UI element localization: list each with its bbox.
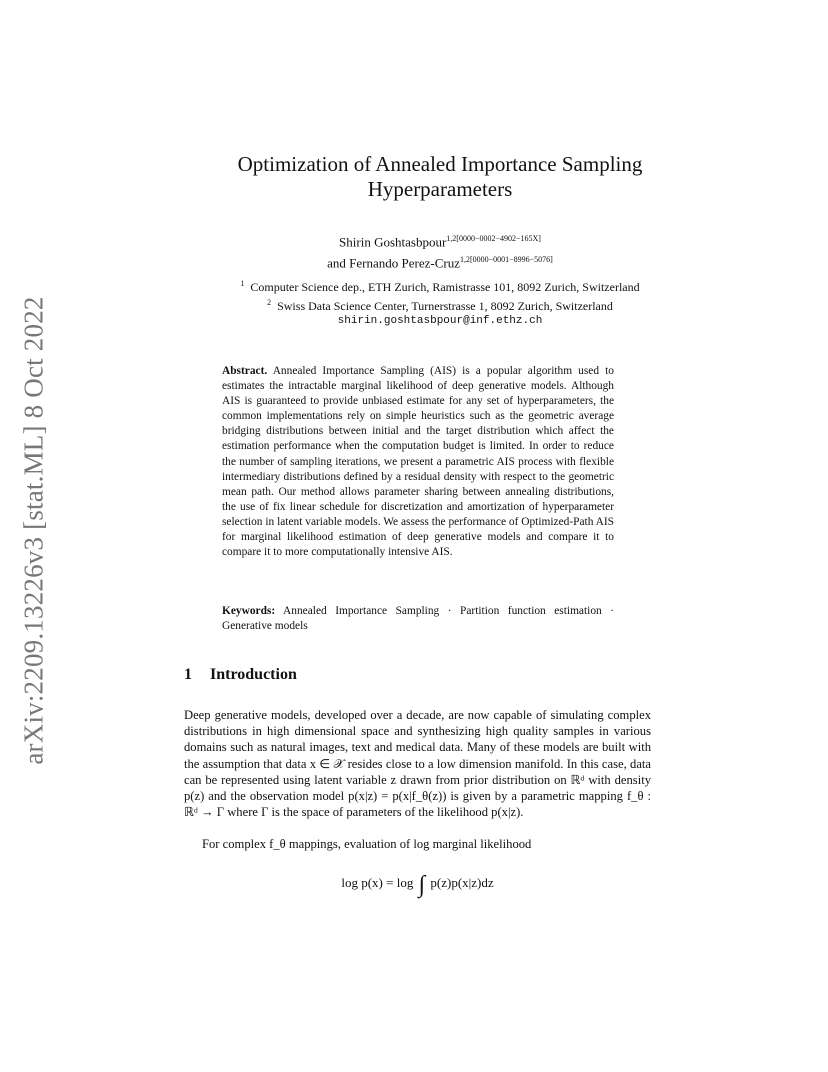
arxiv-sidebar-stamp: [8, 290, 60, 770]
affiliation-2-number: 2: [267, 298, 272, 307]
author-2-prefix: and: [327, 255, 350, 271]
author-list: [150, 230, 730, 273]
affiliations: [150, 276, 730, 329]
affiliation-1-number: 1: [240, 279, 245, 288]
paper-title: [150, 152, 730, 202]
abstract-label: Abstract.: [222, 365, 268, 377]
affiliation-2: [150, 295, 730, 314]
author-2: [150, 251, 730, 272]
keywords-label: Keywords:: [222, 605, 276, 617]
intro-paragraph-1: Deep generative models, developed over a decade, are now capable of simulating complex distributions in high dimensional space and synthesizing high quality samples in various domains such as natural images, text and medical data. Many of these models are built with the assumption that data x ∈ 𝒳 resides close to a low dimension manifold. In this case, data can be represented using latent variable z drawn from prior distribution on ℝᵈ with density p(z) and the observation model p(x|z) = p(x|f_θ(z)) is given by a parametric mapping f_θ : ℝᵈ → Γ where Γ is the space of parameters of the likelihood p(x|z).: [184, 708, 651, 820]
paper-title-line-2: Hyperparameters: [367, 177, 513, 201]
affiliation-1: [150, 276, 730, 295]
marginal-likelihood-equation: [184, 872, 651, 899]
arxiv-identifier: arXiv:2209.13226v3 [stat.ML] 8 Oct 2022: [18, 295, 49, 765]
intro-paragraph-2: For complex f_θ mappings, evaluation of log marginal likelihood: [202, 837, 532, 851]
author-1: [150, 230, 730, 251]
equation-lhs: log p(x) = log: [341, 875, 414, 890]
contact-email[interactable]: shirin.goshtasbpour@inf.ethz.ch: [337, 315, 543, 327]
keywords-text: Annealed Importance Sampling · Partition function estimation · Generative models: [222, 605, 615, 633]
author-1-orcid: 1,2[0000−0002−4902−165X]: [446, 234, 541, 243]
abstract-text: Annealed Importance Sampling (AIS) is a popular algorithm used to estimates the intractable marginal likelihood of deep generative models. Although AIS is guaranteed to provide unbiased estimate for any set of hyperparameters, the common implementations rely on simple heuristics such as the geometric average bridging distributions between initial and the target distribution which affect the estimation performance when the computation budget is limited. In order to reduce the number of sampling iterations, we present a parametric AIS process with flexible intermediary distributions defined by a residual density with respect to the geometric mean path. Our method allows parameter sharing between annealing distributions, the use of fix linear schedule for discretization and amortization of hyperparameter selection in latent variable models. We assess the performance of Optimized-Path AIS for marginal likelihood estimation of deep generative models and compare it to compare it to more computationally intensive AIS.: [222, 365, 614, 559]
author-2-name: Fernando Perez-Cruz: [349, 255, 460, 271]
section-number: 1: [184, 666, 192, 683]
affiliation-2-text: Swiss Data Science Center, Turnerstrasse 1, 8092 Zurich, Switzerland: [277, 299, 613, 313]
section-heading-introduction: [184, 666, 297, 684]
author-1-name: Shirin Goshtasbpour: [339, 234, 447, 250]
paper-title-line-1: Optimization of Annealed Importance Sampling: [237, 152, 643, 176]
author-2-orcid: 1,2[0000−0001−8996−5076]: [459, 255, 553, 265]
abstract: [222, 364, 614, 560]
affiliation-1-text: Computer Science dep., ETH Zurich, Ramistrasse 101, 8092 Zurich, Switzerland: [250, 280, 640, 294]
equation-rhs: p(z)p(x|z)dz: [430, 875, 494, 890]
keywords: [222, 604, 614, 634]
section-title: Introduction: [210, 666, 297, 683]
integral-symbol: ∫: [418, 872, 426, 898]
